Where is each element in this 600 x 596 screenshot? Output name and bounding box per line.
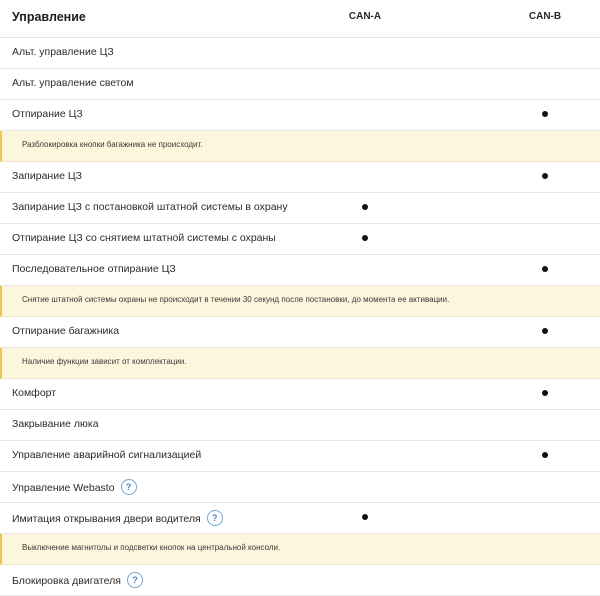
feature-label-text: Отпирание ЦЗ: [12, 108, 83, 120]
table-row: [0, 503, 600, 534]
feature-label-text: Альт. управление ЦЗ: [12, 46, 114, 58]
can-b-supported-dot: [542, 173, 548, 179]
feature-label-text: Комфорт: [12, 387, 57, 399]
feature-label-text: Имитация открывания двери водителя: [12, 513, 201, 525]
table-row: [0, 441, 600, 472]
feature-label-text: Управление аварийной сигнализацией: [12, 449, 202, 461]
feature-label: [12, 449, 201, 461]
feature-label-text: Запирание ЦЗ с постановкой штатной системы в охрану: [12, 201, 288, 213]
table-row: [0, 100, 600, 131]
help-icon[interactable]: ?: [127, 572, 143, 588]
feature-label: [12, 77, 134, 89]
can-a-supported-dot: [362, 514, 368, 520]
table-row: [0, 69, 600, 100]
feature-label: [12, 325, 119, 337]
table-row: [0, 410, 600, 441]
note-row: [0, 348, 600, 379]
feature-label: [12, 573, 143, 589]
table-row: [0, 224, 600, 255]
feature-label-text: Последовательное отпирание ЦЗ: [12, 263, 176, 275]
table-row: [0, 38, 600, 69]
feature-label-text: Блокировка двигателя: [12, 575, 121, 587]
note-text: Разблокировка кнопки багажника не происходит.: [22, 140, 203, 149]
column-header-can-b: CAN-B: [528, 11, 562, 22]
table-row: [0, 162, 600, 193]
note-row: [0, 534, 600, 565]
table-row: [0, 193, 600, 224]
table-body: [0, 38, 600, 596]
can-a-supported-dot: [362, 235, 368, 241]
feature-label: [12, 232, 276, 244]
feature-label-text: Альт. управление светом: [12, 77, 134, 89]
note-row: [0, 131, 600, 162]
table-row: [0, 472, 600, 503]
column-header-can-a: CAN-A: [348, 11, 382, 22]
feature-label-text: Закрывание люка: [12, 418, 99, 430]
feature-label-text: Запирание ЦЗ: [12, 170, 82, 182]
help-icon[interactable]: ?: [207, 510, 223, 526]
feature-label: [12, 511, 223, 527]
table-header: [0, 0, 600, 38]
feature-label-text: Отпирание багажника: [12, 325, 120, 337]
feature-label: [12, 201, 288, 213]
feature-label: [12, 387, 56, 399]
help-icon[interactable]: ?: [121, 479, 137, 495]
table-row: [0, 317, 600, 348]
feature-label: [12, 263, 176, 275]
feature-label: [12, 418, 99, 430]
feature-label: [12, 108, 83, 120]
feature-label: [12, 46, 114, 58]
note-text: Наличие функции зависит от комплектации.: [22, 357, 187, 366]
feature-label-text: Управление Webasto: [12, 482, 115, 494]
can-b-supported-dot: [542, 111, 548, 117]
can-a-supported-dot: [362, 204, 368, 210]
can-b-supported-dot: [542, 390, 548, 396]
header-title: Управление: [12, 10, 86, 24]
table-row: [0, 565, 600, 596]
feature-label: [12, 170, 82, 182]
note-text: Выключение магнитолы и подсветки кнопок на центральной консоли.: [22, 543, 281, 552]
note-text: Снятие штатной системы охраны не происходит в течении 30 секунд после постановки, до момента ее активации.: [22, 295, 450, 304]
table-row: [0, 255, 600, 286]
feature-label: [12, 480, 137, 496]
table-row: [0, 379, 600, 410]
can-b-supported-dot: [542, 266, 548, 272]
can-b-supported-dot: [542, 452, 548, 458]
note-row: [0, 286, 600, 317]
can-b-supported-dot: [542, 328, 548, 334]
feature-label-text: Отпирание ЦЗ со снятием штатной системы с охраны: [12, 232, 276, 244]
